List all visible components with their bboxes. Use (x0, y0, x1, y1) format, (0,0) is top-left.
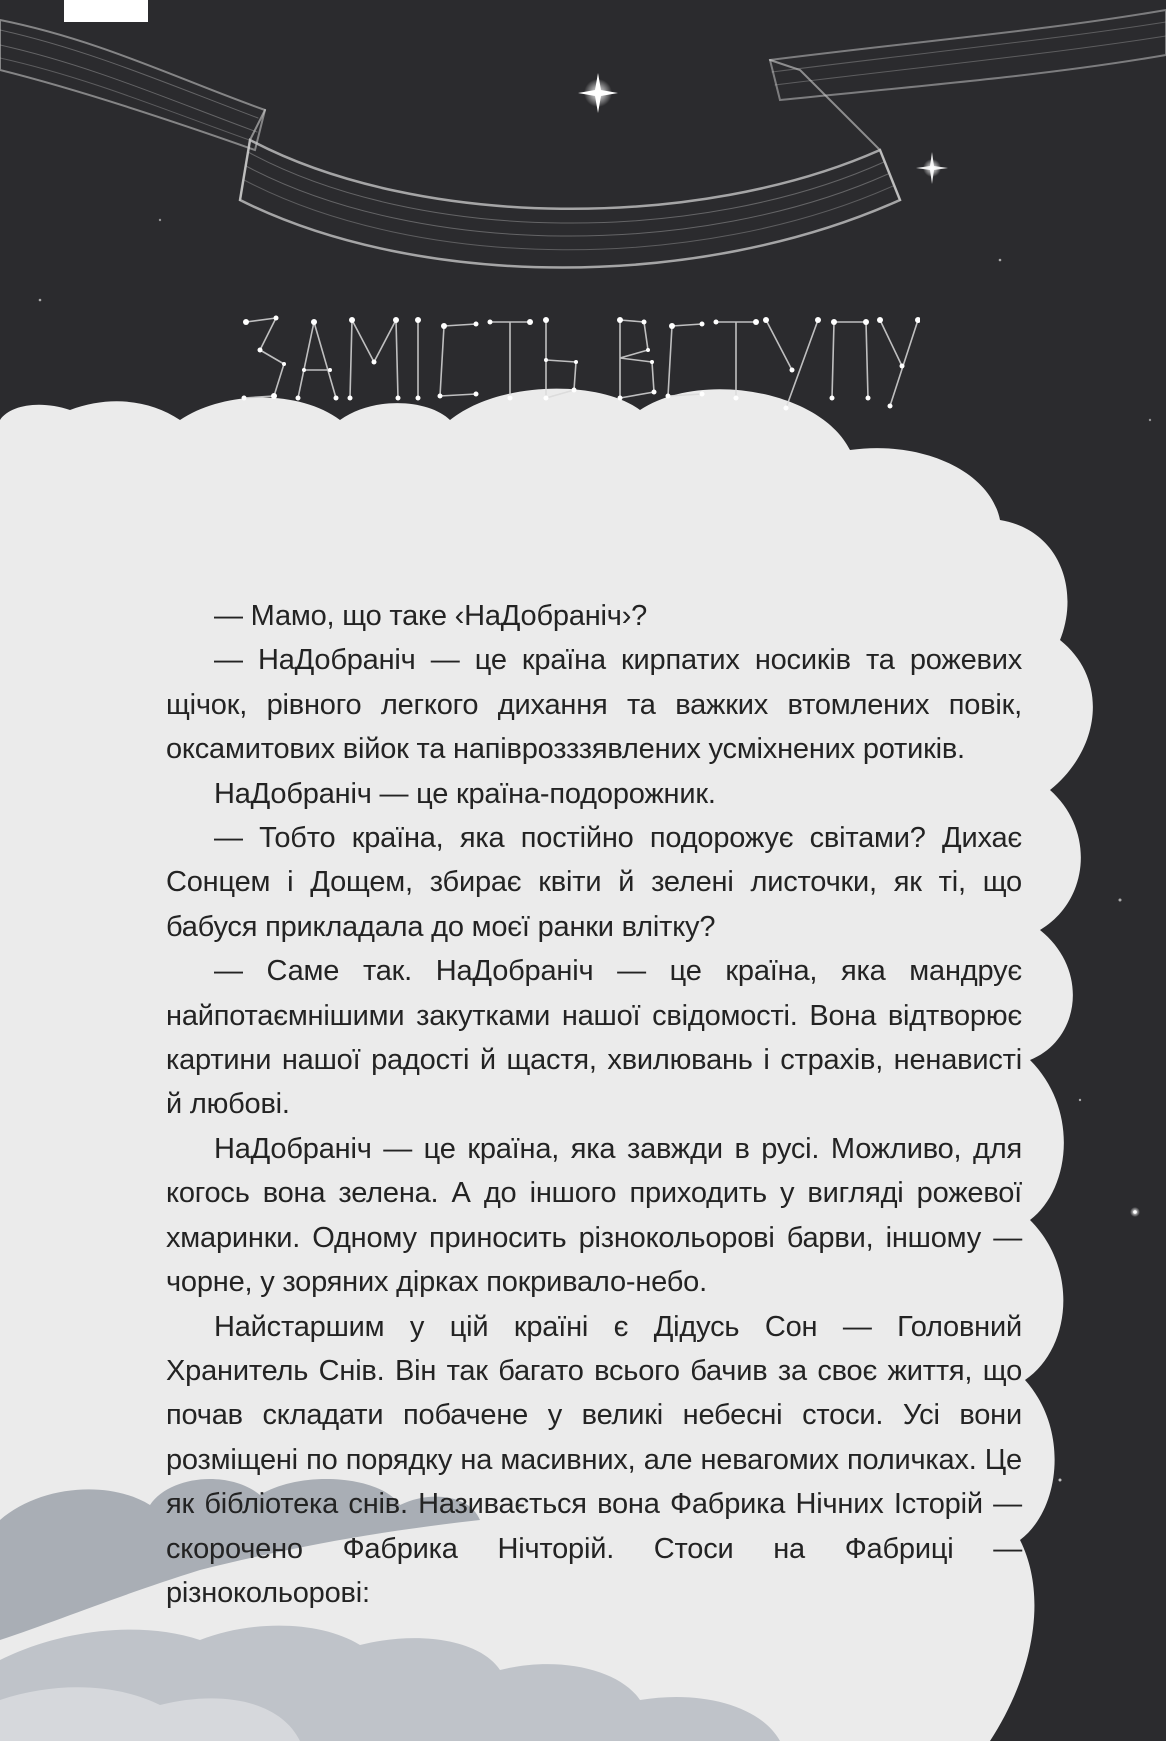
paragraph: Найстаршим у цій країні є Дідусь Сон — Головний Хранитель Снів. Він так багато всього бачив за своє життя, що почав складати побачене у великі небесні стоси. Усі вони розміщені по порядку на масивних, але невагомих поличках. Це як бібліотека снів. Називається вона Фабрика Нічних Історій — скорочено Фабрика Нічторій. Стоси на Фабриці — різнокольорові: (166, 1310, 1022, 1609)
chapter-title-constellation (240, 300, 920, 420)
paragraph: НаДобраніч — це країна, яка завжди в русі. Можливо, для когось вона зелена. А до іншого приходить у вигляді рожевої хмаринки. Одному приносить різнокольорові барви, іншому — чорне, у зоряних дірках покривало-небо. (166, 1132, 1022, 1299)
paragraph: — Мамо, що таке ‹НаДобраніч›? (214, 600, 648, 632)
paragraph: НаДобраніч — це країна-подорожник. (214, 777, 716, 810)
paragraph: — Тобто країна, яка постійно подорожує світами? Дихає Сонцем і Дощем, збирає квіти й зелені листочки, як ті, що бабуся прикладала до моєї ранки влітку? (166, 822, 1022, 943)
paragraph: — НаДобраніч — це країна кирпатих носиків та рожевих щічок, рівного легкого дихання та важких втомлених повік, оксамитових війок та напіврозззявлених усміхнених ротиків. (166, 644, 1022, 766)
page-corner-tab (64, 0, 148, 22)
paragraph: — Саме так. НаДобраніч — це країна, яка мандрує найпотаємнішими закутками нашої свідомості. Вона відтворює картини нашої радості й щастя, хвилювань і страхів, ненависті й любові. (166, 955, 1022, 1121)
story-text (166, 594, 1022, 1615)
